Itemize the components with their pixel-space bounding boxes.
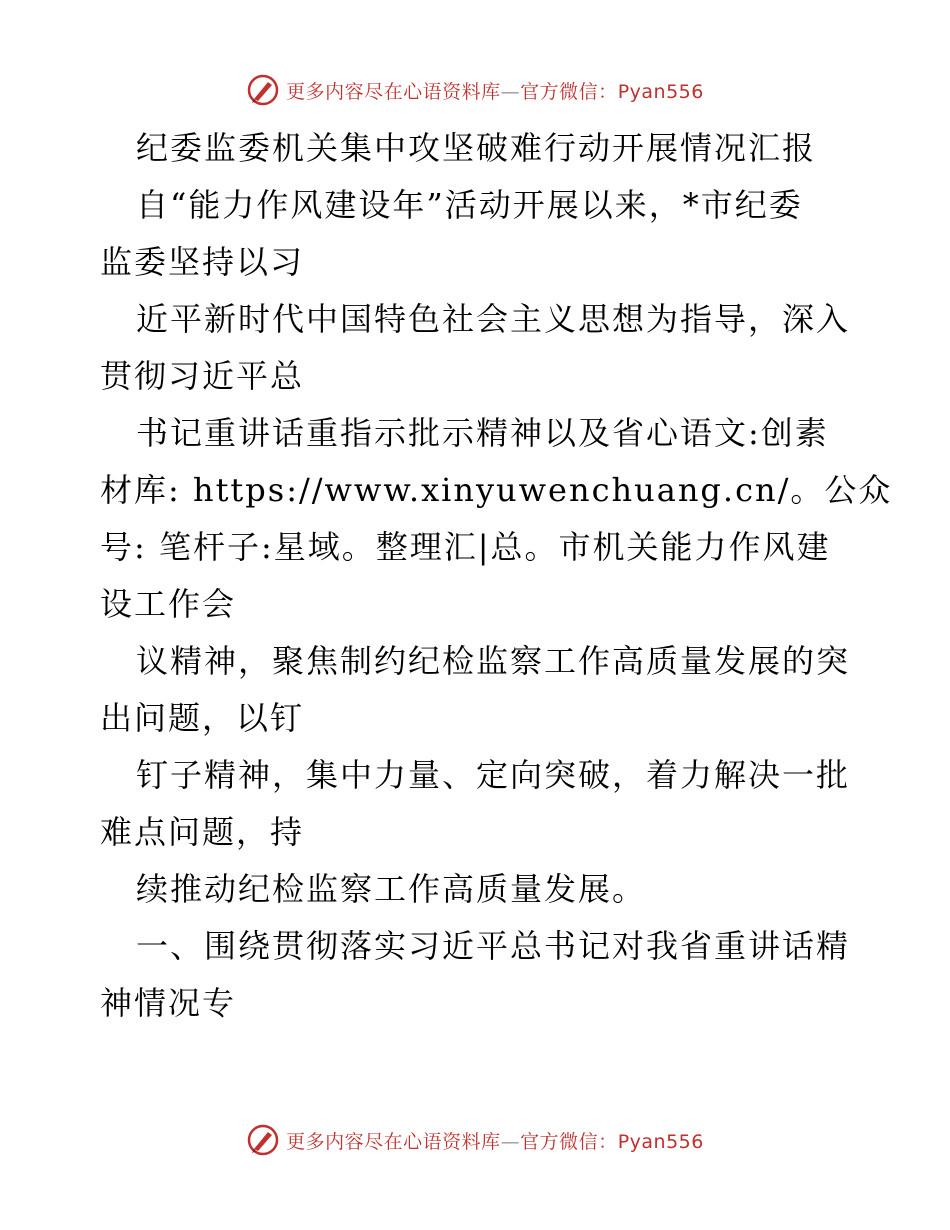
paragraph-line: 近平新时代中国特色社会主义思想为指导，深入 <box>136 300 851 338</box>
banner-separator: — <box>500 1130 521 1153</box>
footer-banner <box>0 1120 950 1160</box>
paragraph-line: 材库: https://www.xinyuwenchuang.cn/。公众 <box>100 471 893 509</box>
wechat-label: 官方微信： <box>520 1130 618 1153</box>
banner-text <box>286 77 704 104</box>
brand-text: 更多内容尽在心语资料库 <box>286 80 501 103</box>
paragraph-line: 自“能力作风建设年”活动开展以来，*市纪委 <box>136 186 803 224</box>
banner-separator: — <box>500 80 521 103</box>
header-banner <box>0 70 950 110</box>
paragraph <box>100 291 850 405</box>
paragraph <box>100 861 850 918</box>
paragraph <box>100 405 893 633</box>
paragraph <box>100 918 850 1032</box>
paragraph-line: 号: 笔杆子:星域。整理汇|总。市机关能力作风建 <box>100 528 831 566</box>
title-text: 纪委监委机关集中攻坚破难行动开展情况汇报 <box>136 129 817 167</box>
document-body <box>100 120 893 1032</box>
paragraph <box>100 633 850 747</box>
wechat-account: Pyan556 <box>617 80 704 103</box>
document-title <box>100 120 850 177</box>
paragraph-line: 难点问题，持 <box>100 813 305 851</box>
paragraph <box>100 177 850 291</box>
wechat-account: Pyan556 <box>617 1130 704 1153</box>
paragraph-line: 监委坚持以习 <box>100 243 305 281</box>
paragraph-line: 钉子精神，集中力量、定向突破，着力解决一批 <box>136 756 851 794</box>
paragraph-line: 议精神，聚焦制约纪检监察工作高质量发展的突 <box>136 642 851 680</box>
paragraph-line: 神情况专 <box>100 984 237 1022</box>
paragraph-line: 出问题，以钉 <box>100 699 305 737</box>
quill-pen-icon <box>246 1123 280 1157</box>
paragraph-line: 一、围绕贯彻落实习近平总书记对我省重讲话精 <box>136 927 851 965</box>
banner-text <box>286 1127 704 1154</box>
paragraph-line: 续推动纪检监察工作高质量发展。 <box>136 870 647 908</box>
quill-pen-icon <box>246 73 280 107</box>
brand-text: 更多内容尽在心语资料库 <box>286 1130 501 1153</box>
paragraph-list <box>100 177 893 1032</box>
paragraph-line: 贯彻习近平总 <box>100 357 305 395</box>
paragraph-line: 设工作会 <box>100 585 237 623</box>
paragraph-line: 书记重讲话重指示批示精神以及省心语文:创素 <box>136 414 829 452</box>
paragraph <box>100 747 850 861</box>
wechat-label: 官方微信： <box>520 80 618 103</box>
